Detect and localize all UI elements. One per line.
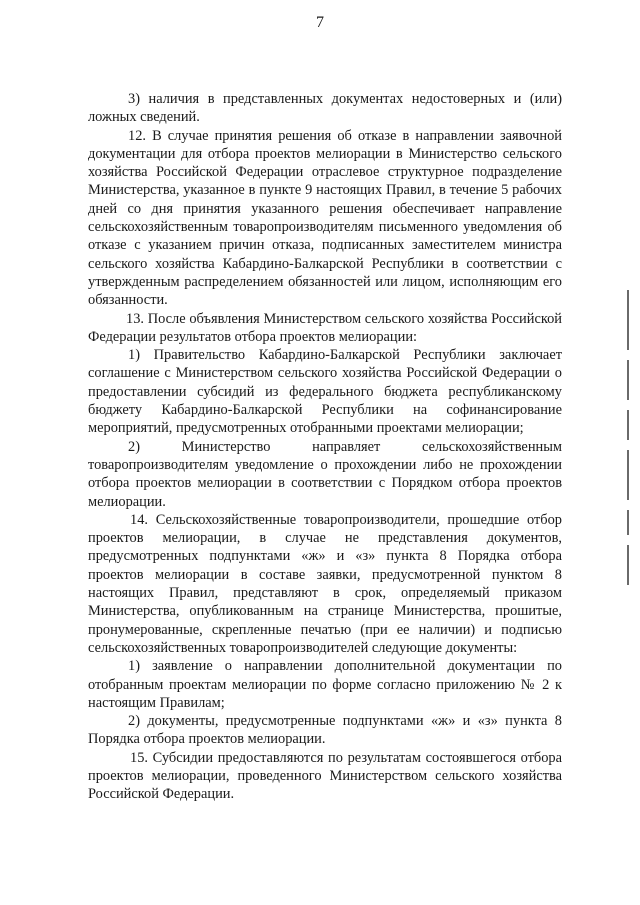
paragraph-14: 14. Сельскохозяйственные товаропроизводители, прошедшие отбор проектов мелиорации, в случае не представления документов, предусмотренных подпунктами «ж» и «з» пункта 8 Порядка отбора проектов мелиорации в составе заявки, предусмотренной пунктом 8 настоящих Правил, представляют в срок, определяемый приказом Министерства, опубликованным на странице Министерства, прошитые, пронумерованные, скрепленные печатью (при ее наличии) и подписью сельскохозяйственных товаропроизводителей следующие документы: xyxy=(88,511,562,656)
scan-mark xyxy=(627,290,629,350)
paragraph-13-item-2: 2) Министерство направляет сельскохозяйственным товаропроизводителям уведомление о прохождении либо не прохождении отбора проектов мелиорации в соответствии с Порядком отбора проектов мелиорации. xyxy=(88,438,562,510)
document-body xyxy=(88,90,562,804)
paragraph-15: 15. Субсидии предоставляются по результатам состоявшегося отбора проектов мелиорации, проведенного Министерством сельского хозяйства Российской Федерации. xyxy=(88,749,562,803)
paragraph-14-item-2: 2) документы, предусмотренные подпунктами «ж» и «з» пункта 8 Порядка отбора проектов мелиорации. xyxy=(88,713,562,748)
paragraph-13-item-1: 1) Правительство Кабардино-Балкарской Республики заключает соглашение с Министерством сельского хозяйства Российской Федерации о предоставлении субсидий из федерального бюджета республиканскому бюджету Кабардино-Балкарской Республики на софинансирование мероприятий, предусмотренных отобранными проектами мелиорации; xyxy=(88,347,562,437)
scan-mark xyxy=(627,360,629,400)
paragraph-13: 13. После объявления Министерством сельского хозяйства Российской Федерации результатов отбора проектов мелиорации: xyxy=(88,310,562,345)
page-number: 7 xyxy=(316,14,324,31)
paragraph-item-3: 3) наличия в представленных документах недостоверных и (или) ложных сведений. xyxy=(88,91,562,126)
scan-mark xyxy=(627,510,629,535)
scan-mark xyxy=(627,450,629,500)
paragraph-14-item-1: 1) заявление о направлении дополнительной документации по отобранным проектам мелиорации по форме согласно приложению № 2 к настоящим Правилам; xyxy=(88,658,562,711)
scan-mark xyxy=(627,545,629,585)
scan-edge-marks xyxy=(627,290,633,590)
paragraph-12: 12. В случае принятия решения об отказе в направлении заявочной документации для отбора проектов мелиорации в Министерство сельского хозяйства Российской Федерации отраслевое структурное подразделение Министерства, указанное в пункте 9 настоящих Правил, в течение 5 рабочих дней со дня принятия указанного решения обеспечивает направление сельскохозяйственным товаропроизводителям письменного уведомления об отказе с указанием причин отказа, подписанных заместителем министра сельского хозяйства Кабардино-Балкарской Республики в соответствии с утвержденным распределением обязанностей или лицом, исполняющим его обязанности. xyxy=(88,127,562,309)
scan-mark xyxy=(627,410,629,440)
